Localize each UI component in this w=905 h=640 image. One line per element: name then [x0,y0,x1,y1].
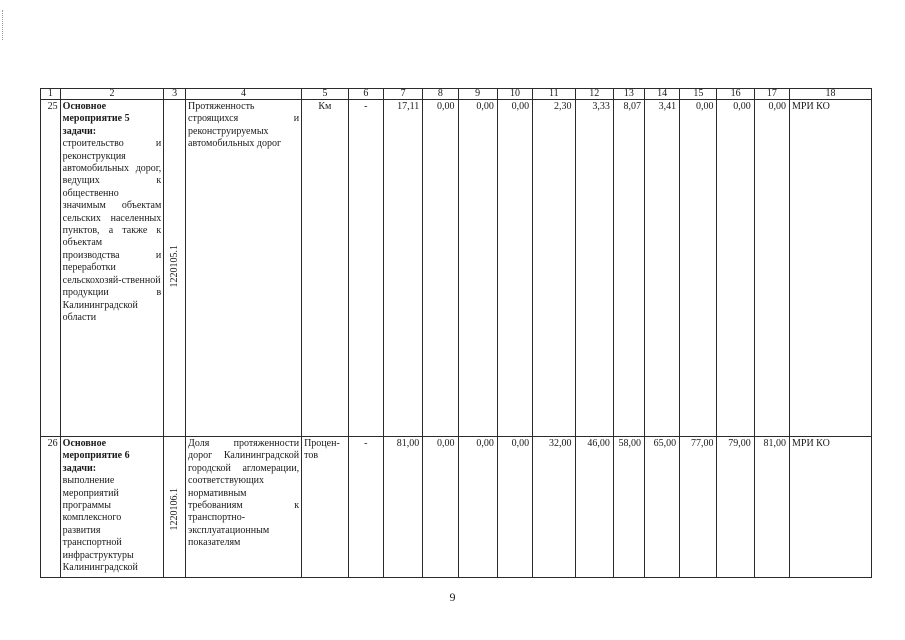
value-cell: 17,11 [383,100,422,437]
header-cell: 11 [533,89,575,100]
value-cell: 79,00 [717,437,754,578]
header-cell: 15 [680,89,717,100]
header-cell: 16 [717,89,754,100]
value-cell: 0,00 [680,100,717,437]
event-title: Основное мероприятие 6 задачи: [62,438,130,474]
event-cell [60,100,164,437]
value-cell: 0,00 [423,100,458,437]
header-cell: 1 [41,89,61,100]
event-code: 1220106.1 [168,487,180,531]
value-cell: 32,00 [533,437,575,578]
responsible-cell: МРИ КО [789,437,871,578]
margin-mark [2,10,4,40]
value-cell: 3,33 [575,100,613,437]
table-row [41,437,872,578]
value-cell: 8,07 [613,100,644,437]
code-cell [164,437,186,578]
unit-cell: Процен-тов [302,437,349,578]
base-cell: - [348,100,383,437]
event-code: 1220105.1 [168,244,180,288]
value-cell: 0,00 [717,100,754,437]
header-cell: 4 [186,89,302,100]
indicator-cell: Протяженность строящихся и реконструируемых автомобильных дорог [186,100,302,437]
header-cell: 8 [423,89,458,100]
program-table [40,88,872,578]
header-cell: 3 [164,89,186,100]
table-row [41,100,872,437]
value-cell: 0,00 [458,437,497,578]
value-cell: 58,00 [613,437,644,578]
responsible-cell: МРИ КО [789,100,871,437]
header-cell: 9 [458,89,497,100]
value-cell: 81,00 [383,437,422,578]
unit-cell: Км [302,100,349,437]
value-cell: 77,00 [680,437,717,578]
event-title: Основное мероприятие 5 задачи: [62,101,130,137]
value-cell: 0,00 [458,100,497,437]
header-cell: 12 [575,89,613,100]
value-cell: 0,00 [754,100,789,437]
value-cell: 3,41 [644,100,679,437]
header-cell: 6 [348,89,383,100]
header-cell: 2 [60,89,164,100]
header-cell: 13 [613,89,644,100]
header-cell: 10 [497,89,532,100]
header-cell: 17 [754,89,789,100]
code-cell [164,100,186,437]
header-cell: 5 [302,89,349,100]
value-cell: 0,00 [423,437,458,578]
base-cell: - [348,437,383,578]
header-cell: 7 [383,89,422,100]
row-number: 26 [41,437,61,578]
event-text: выполнение мероприятий программы комплексного развития транспортной инфраструктуры Калининградской [62,475,138,574]
page-number: 9 [449,590,456,604]
event-cell [60,437,164,578]
header-cell: 18 [789,89,871,100]
header-cell: 14 [644,89,679,100]
value-cell: 81,00 [754,437,789,578]
value-cell: 46,00 [575,437,613,578]
value-cell: 0,00 [497,437,532,578]
event-text: строительство и реконструкция автомобильных дорог, ведущих к общественно значимым объектам сельских населенных пунктов, а также к объектам производства и переработки сельскохозяй-ственной продукции в Калининградской области [62,138,162,323]
value-cell: 2,30 [533,100,575,437]
row-number: 25 [41,100,61,437]
value-cell: 65,00 [644,437,679,578]
value-cell: 0,00 [497,100,532,437]
table-header-row [41,89,872,100]
indicator-cell: Доля протяженности дорог Калининградской городской агломерации, соответствующих нормативным требованиям к транспортно-эксплуатационным показателям [186,437,302,578]
